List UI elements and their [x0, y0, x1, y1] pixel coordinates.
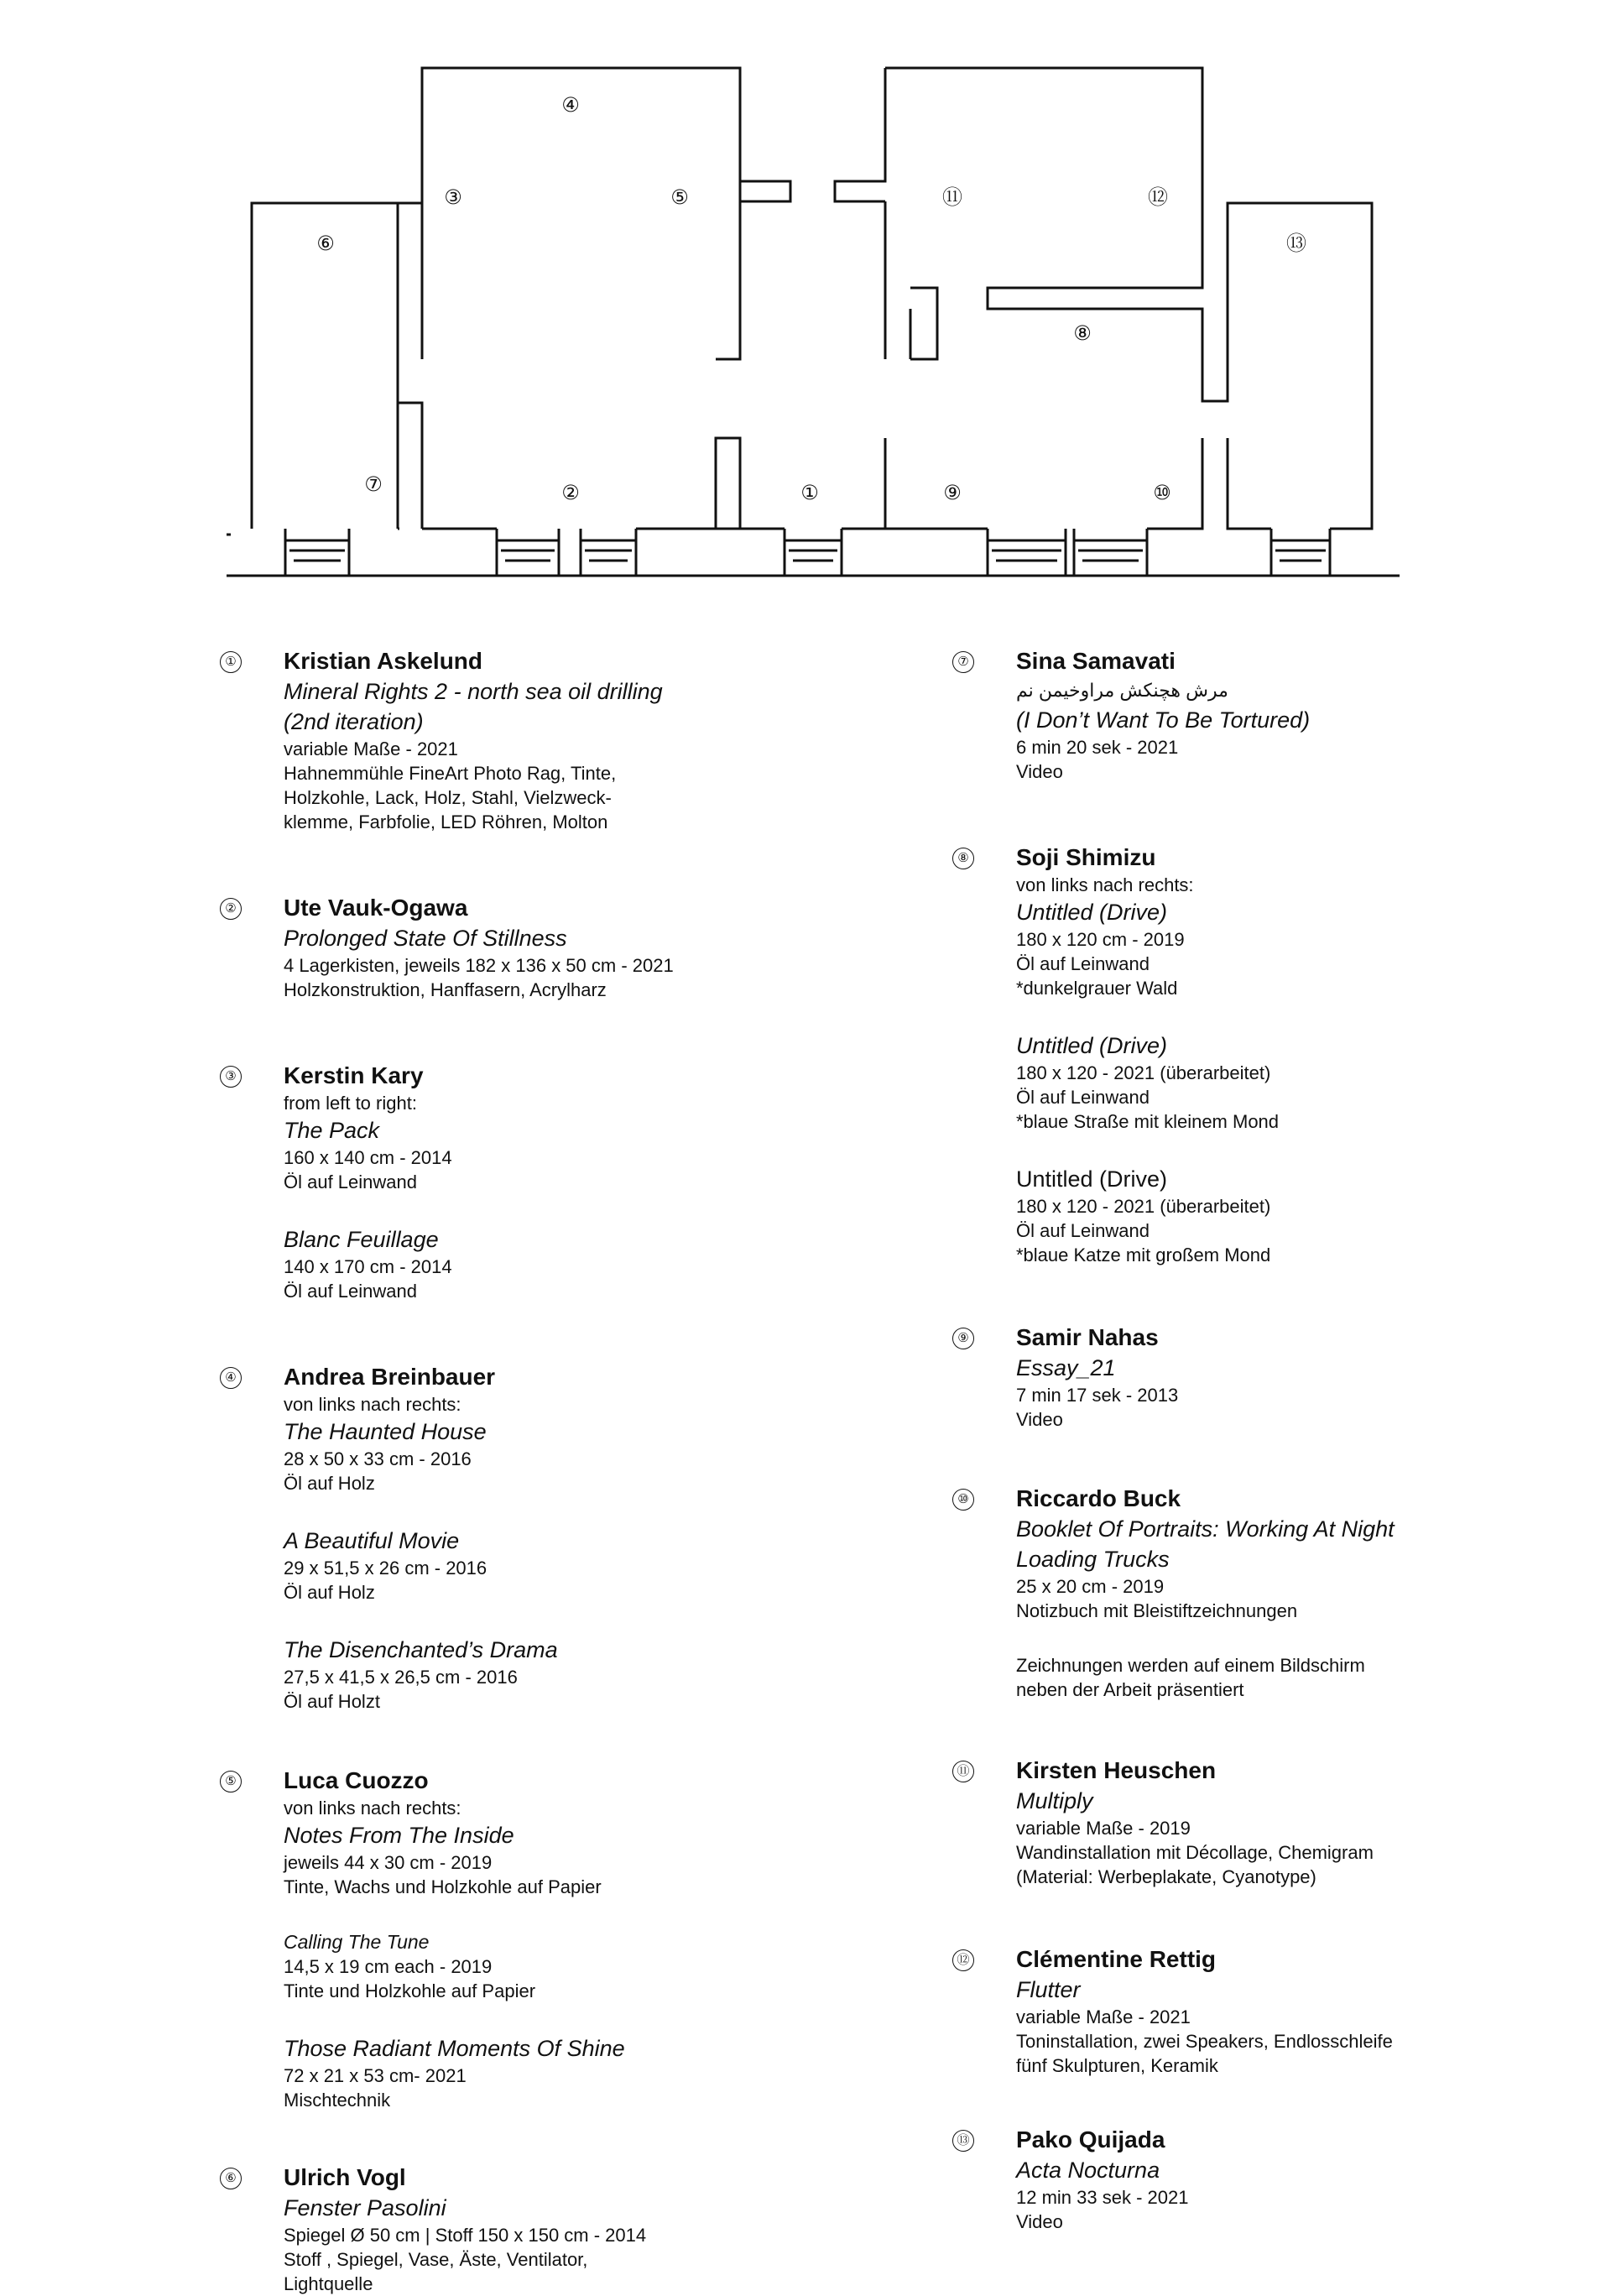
artwork-detail: Mischtechnik: [284, 2090, 391, 2111]
marker-2: ②: [561, 481, 580, 504]
artwork-detail: Hahnemmühle FineArt Photo Rag, Tinte,: [284, 763, 617, 784]
artwork-detail: 140 x 170 cm - 2014: [284, 1256, 452, 1277]
artist-name: Luca Cuozzo: [284, 1767, 429, 1793]
artwork-item: [284, 1635, 858, 1714]
artwork-title: Flutter: [1016, 1977, 1081, 2002]
artwork-detail: Video: [1016, 1409, 1063, 1430]
order-note: from left to right:: [284, 1093, 417, 1114]
artwork-detail: Notizbuch mit Bleistiftzeichnungen: [1016, 1600, 1298, 1621]
marker-13: ⑬: [1286, 232, 1306, 255]
marker-9: ⑨: [943, 481, 962, 504]
artwork-detail: *blaue Katze mit großem Mond: [1016, 1245, 1271, 1265]
artist-name: Samir Nahas: [1016, 1324, 1159, 1350]
artwork-entry: [952, 1944, 1540, 2078]
artwork-entry: [220, 1362, 858, 1714]
artwork-detail: *dunkelgrauer Wald: [1016, 978, 1178, 999]
artwork-title: (I Don’t Want To Be Tortured): [1016, 707, 1311, 733]
artwork-detail: fünf Skulpturen, Keramik: [1016, 2055, 1218, 2076]
artwork-item: [284, 1929, 858, 2003]
artist-name: Sina Samavati: [1016, 648, 1176, 674]
artwork-detail: variable Maße - 2021: [1016, 2006, 1191, 2027]
entry-number-badge: ④: [220, 1367, 242, 1389]
artwork-title: A Beautiful Movie: [284, 1528, 460, 1553]
artist-name: Kerstin Kary: [284, 1062, 424, 1088]
artist-name: Riccardo Buck: [1016, 1485, 1181, 1511]
artwork-detail: neben der Arbeit präsentiert: [1016, 1679, 1244, 1700]
artwork-detail: 6 min 20 sek - 2021: [1016, 737, 1179, 758]
artwork-title: Fenster Pasolini: [284, 2195, 446, 2220]
artwork-detail: variable Maße - 2021: [284, 738, 458, 759]
marker-5: ⑤: [670, 185, 689, 209]
artwork-detail: klemme, Farbfolie, LED Röhren, Molton: [284, 811, 608, 832]
wall-room-4: [422, 68, 740, 359]
entry-number-badge: ⑬: [952, 2130, 974, 2152]
entry-number-badge: ⑤: [220, 1771, 242, 1792]
artist-name: Ulrich Vogl: [284, 2164, 406, 2190]
window-group: [285, 529, 1330, 576]
artwork-detail: 7 min 17 sek - 2013: [1016, 1385, 1179, 1406]
artwork-item: [284, 1115, 858, 1194]
artwork-detail: Toninstallation, zwei Speakers, Endlosschleife: [1016, 2031, 1393, 2052]
artwork-title: The Pack: [284, 1118, 380, 1143]
artwork-item: [284, 2033, 858, 2112]
artwork-detail: Holzkonstruktion, Hanffasern, Acrylharz: [284, 979, 607, 1000]
artwork-entry: [952, 1484, 1540, 1702]
artwork-detail: Zeichnungen werden auf einem Bildschirm: [1016, 1655, 1365, 1676]
artwork-title: Untitled (Drive): [1016, 1033, 1168, 1058]
marker-7: ⑦: [364, 472, 383, 496]
artwork-entry: [952, 1323, 1540, 1432]
persian-title: مرش هچنکش مراوخیمن نم: [1016, 680, 1228, 701]
entry-number-badge: ⑦: [952, 651, 974, 673]
artwork-detail: 29 x 51,5 x 26 cm - 2016: [284, 1558, 487, 1578]
artwork-item: [1016, 1164, 1540, 1267]
order-note: von links nach rechts:: [284, 1798, 461, 1819]
artwork-detail: Spiegel Ø 50 cm | Stoff 150 x 150 cm - 2014: [284, 2225, 647, 2246]
artwork-detail: Tinte, Wachs und Holzkohle auf Papier: [284, 1876, 602, 1897]
artwork-item: [284, 2193, 858, 2296]
artwork-item: [284, 1820, 858, 1899]
entry-number-badge: ③: [220, 1066, 242, 1088]
artwork-detail: 28 x 50 x 33 cm - 2016: [284, 1448, 472, 1469]
artwork-entry: [952, 843, 1540, 1267]
artwork-item: [284, 923, 858, 1002]
artwork-entry: [220, 893, 858, 1002]
artwork-item: [1016, 1786, 1540, 1889]
entry-number-badge: ②: [220, 898, 242, 920]
artwork-title: Prolonged State Of Stillness: [284, 926, 567, 951]
entry-number-badge: ⑫: [952, 1949, 974, 1971]
artwork-item: [284, 676, 858, 834]
marker-1: ①: [800, 481, 819, 504]
artist-name: Soji Shimizu: [1016, 844, 1156, 870]
artwork-title: Blanc Feuillage: [284, 1227, 439, 1252]
floor-plan: [0, 0, 1611, 604]
wall-corridor: [740, 68, 790, 201]
artwork-title: Untitled (Drive): [1016, 900, 1168, 925]
artwork-item: [284, 1417, 858, 1495]
artwork-detail: Stoff , Spiegel, Vase, Äste, Ventilator,: [284, 2249, 588, 2270]
artwork-item: [1016, 1353, 1540, 1432]
artwork-detail: Wandinstallation mit Décollage, Chemigram: [1016, 1842, 1374, 1863]
artwork-title: The Haunted House: [284, 1419, 487, 1444]
artwork-item: [1016, 1975, 1540, 2078]
artwork-detail: Öl auf Holz: [284, 1582, 375, 1603]
artist-name: Kirsten Heuschen: [1016, 1757, 1217, 1783]
artist-name: Pako Quijada: [1016, 2126, 1165, 2152]
artwork-detail: 180 x 120 - 2021 (überarbeitet): [1016, 1196, 1271, 1217]
artwork-title: Booklet Of Portraits: Working At Night: [1016, 1516, 1395, 1542]
artwork-detail: Öl auf Leinwand: [284, 1171, 417, 1192]
artwork-detail: jeweils 44 x 30 cm - 2019: [284, 1852, 493, 1873]
wall-room-11: [885, 68, 1372, 529]
artwork-entry: [220, 1061, 858, 1303]
artwork-detail: Öl auf Leinwand: [1016, 1087, 1150, 1108]
order-note: von links nach rechts:: [1016, 874, 1194, 895]
artwork-detail: Holzkohle, Lack, Holz, Stahl, Vielzweck-: [284, 787, 612, 808]
artwork-entry: [220, 646, 858, 834]
artwork-detail: 72 x 21 x 53 cm- 2021: [284, 2065, 467, 2086]
wall-room-2: [398, 403, 740, 529]
artwork-detail: 160 x 140 cm - 2014: [284, 1147, 452, 1168]
artwork-detail: (Material: Werbeplakate, Cyanotype): [1016, 1866, 1316, 1887]
artwork-detail: Öl auf Holz: [284, 1473, 375, 1494]
marker-8: ⑧: [1073, 321, 1092, 345]
artwork-detail: *blaue Straße mit kleinem Mond: [1016, 1111, 1280, 1132]
artwork-detail: 14,5 x 19 cm each - 2019: [284, 1956, 493, 1977]
artwork-detail: Öl auf Leinwand: [1016, 953, 1150, 974]
artwork-entry: [952, 2125, 1540, 2234]
marker-11: ⑪: [942, 185, 962, 209]
artwork-detail: 25 x 20 cm - 2019: [1016, 1576, 1165, 1597]
artwork-title: Loading Trucks: [1016, 1547, 1170, 1572]
entry-number-badge: ⑪: [952, 1761, 974, 1782]
artwork-title: Notes From The Inside: [284, 1823, 514, 1848]
artwork-title: Untitled (Drive): [1016, 1166, 1168, 1192]
artwork-entry: [952, 1756, 1540, 1889]
artist-name: Clémentine Rettig: [1016, 1946, 1217, 1972]
marker-3: ③: [444, 185, 462, 209]
entry-number-badge: ⑧: [952, 848, 974, 869]
artwork-title: Essay_21: [1016, 1355, 1116, 1380]
artwork-detail: Öl auf Leinwand: [1016, 1220, 1150, 1241]
artwork-title: Mineral Rights 2 - north sea oil drilling: [284, 679, 663, 704]
artwork-title: Calling The Tune: [284, 1931, 430, 1953]
marker-4: ④: [561, 93, 580, 117]
marker-12: ⑫: [1148, 185, 1168, 209]
artwork-detail: Lightquelle: [284, 2273, 373, 2294]
artist-name: Andrea Breinbauer: [284, 1364, 496, 1390]
artwork-item: [1016, 1514, 1540, 1702]
artwork-list-left: [220, 646, 858, 2296]
artwork-detail: Video: [1016, 761, 1063, 782]
artwork-item: [284, 1526, 858, 1605]
artist-name: Kristian Askelund: [284, 648, 483, 674]
artwork-detail: 180 x 120 - 2021 (überarbeitet): [1016, 1062, 1271, 1083]
artwork-item: [1016, 897, 1540, 1000]
entry-number-badge: ①: [220, 651, 242, 673]
artwork-title: (2nd iteration): [284, 709, 424, 734]
artwork-detail: 27,5 x 41,5 x 26,5 cm - 2016: [284, 1667, 518, 1688]
entry-number-badge: ⑨: [952, 1328, 974, 1349]
artwork-detail: Video: [1016, 2211, 1063, 2232]
marker-6: ⑥: [316, 232, 335, 255]
artwork-item: [1016, 2155, 1540, 2234]
artwork-title: Multiply: [1016, 1788, 1093, 1813]
artwork-detail: 4 Lagerkisten, jeweils 182 x 136 x 50 cm - 2021: [284, 955, 674, 976]
artwork-title: The Disenchanted’s Drama: [284, 1637, 558, 1662]
artist-name: Ute Vauk-Ogawa: [284, 895, 468, 921]
artwork-title: Those Radiant Moments Of Shine: [284, 2036, 625, 2061]
artwork-title: Acta Nocturna: [1016, 2158, 1160, 2183]
order-note: von links nach rechts:: [284, 1394, 461, 1415]
artwork-item: [1016, 705, 1540, 784]
artwork-detail: Öl auf Holzt: [284, 1691, 380, 1712]
artwork-entry: [952, 646, 1540, 784]
entry-number-badge: ⑥: [220, 2168, 242, 2189]
entry-number-badge: ⑩: [952, 1489, 974, 1511]
artwork-item: [1016, 1031, 1540, 1134]
artwork-detail: Tinte und Holzkohle auf Papier: [284, 1980, 536, 2001]
artwork-detail: 12 min 33 sek - 2021: [1016, 2187, 1189, 2208]
artwork-item: [284, 1224, 858, 1303]
artwork-list-right: [952, 646, 1540, 2234]
artwork-entry: [220, 2163, 858, 2296]
spacer: [1016, 1623, 1540, 1653]
marker-10: ⑩: [1153, 481, 1171, 504]
artwork-detail: Öl auf Leinwand: [284, 1281, 417, 1302]
artwork-detail: 180 x 120 cm - 2019: [1016, 929, 1185, 950]
artwork-entry: [220, 1766, 858, 2112]
artwork-detail: variable Maße - 2019: [1016, 1818, 1191, 1839]
